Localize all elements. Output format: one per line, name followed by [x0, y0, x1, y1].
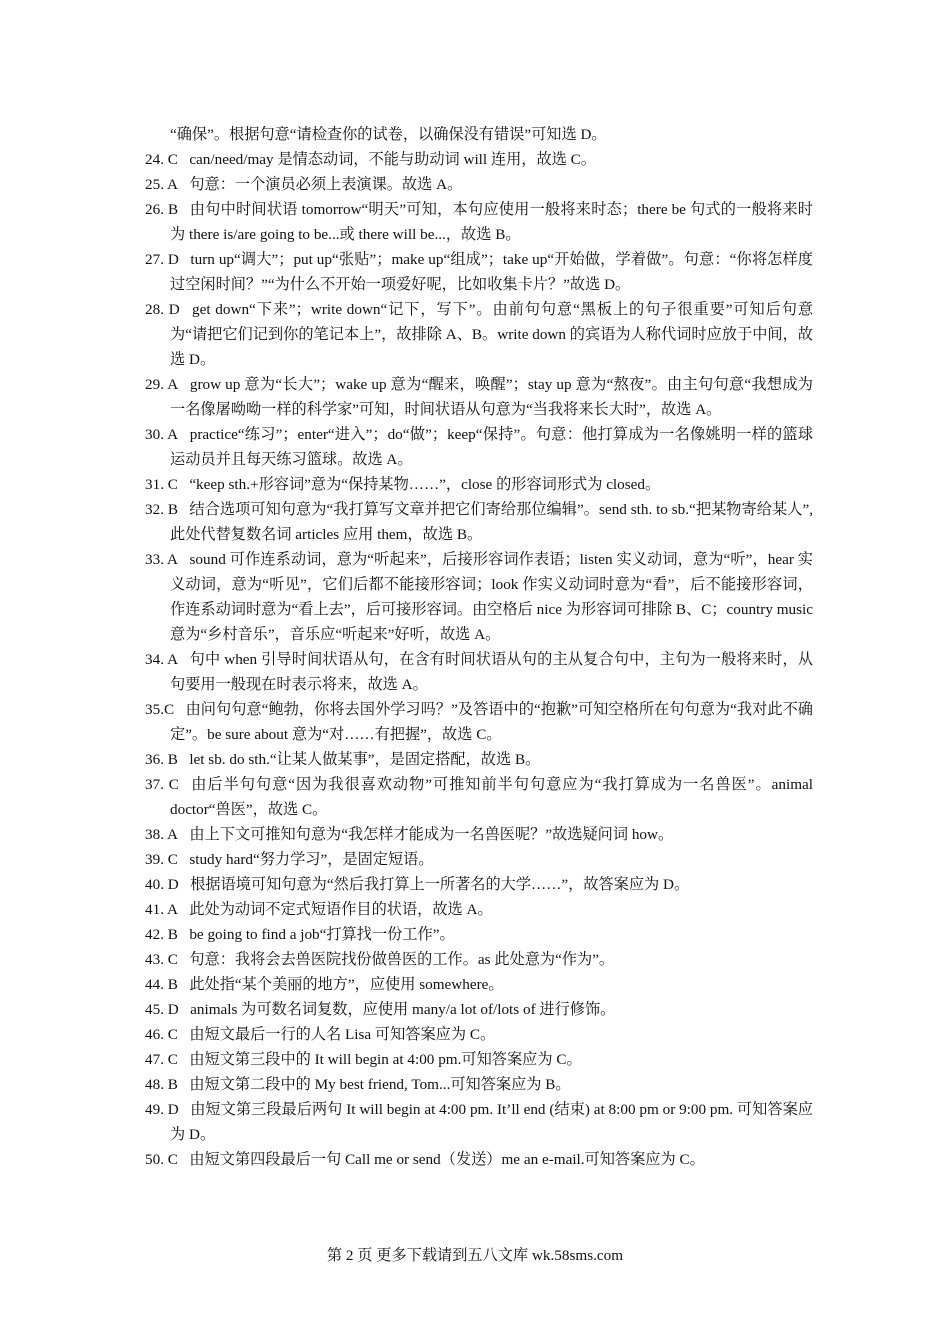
answer-item [145, 372, 813, 422]
page-footer: 第 2 页 更多下载请到五八文库 wk.58sms.com [326, 1247, 624, 1264]
answer-explanations [145, 122, 813, 1172]
answer-item [145, 247, 813, 297]
answer-explanation: animals 为可数名词复数，应使用 many/a lot of/lots of 进行修饰。 [190, 1001, 616, 1018]
answer-item [145, 847, 813, 872]
answer-explanation: grow up 意为“长大”；wake up 意为“醒来，唤醒”；stay up 意为“熬夜”。由主句句意“我想成为一名像屠呦呦一样的科学家”可知，时间状语从句意为“当我将来长大时”，故选 A。 [170, 376, 813, 418]
answer-number: 31. C [145, 476, 178, 493]
answer-item [145, 1022, 813, 1047]
answer-item [145, 872, 813, 897]
answer-number: 40. D [145, 876, 179, 893]
answer-item [145, 647, 813, 697]
answer-number: 37. C [145, 776, 179, 793]
answer-number: 33. A [145, 551, 179, 568]
answer-explanation: 句意：我将会去兽医院找份做兽医的工作。as 此处意为“作为”。 [189, 951, 615, 968]
answer-item [145, 422, 813, 472]
answer-explanation: “keep sth.+形容词”意为“保持某物……”，close 的形容词形式为 closed。 [189, 476, 661, 493]
answer-number: 34. A [145, 651, 179, 668]
answer-item [145, 997, 813, 1022]
answer-explanation: 由短文最后一行的人名 Lisa 可知答案应为 C。 [189, 1026, 496, 1043]
answer-explanation: 由上下文可推知句意为“我怎样才能成为一名兽医呢？”故选疑问词 how。 [189, 826, 674, 843]
answer-number: 35.C [145, 701, 175, 718]
answer-explanation: practice“练习”；enter“进入”；do“做”；keep“保持”。句意：他打算成为一名像姚明一样的篮球运动员并且每天练习篮球。故选 A。 [170, 426, 814, 468]
answer-explanation: 由短文第四段最后一句 Call me or send（发送）me an e-mail.可知答案应为 C。 [189, 1151, 705, 1168]
answer-item [145, 297, 813, 372]
answer-number: 25. A [145, 176, 178, 193]
answer-number: 36. B [145, 751, 178, 768]
answer-item [145, 472, 813, 497]
answer-number: 43. C [145, 951, 178, 968]
answer-number: 29. A [145, 376, 179, 393]
answer-item [145, 172, 813, 197]
answer-number: 30. A [145, 426, 179, 443]
answer-explanation: let sb. do sth.“让某人做某事”，是固定搭配，故选 B。 [189, 751, 541, 768]
intro-line: “确保”。根据句意“请检查你的试卷，以确保没有错误”可知选 D。 [170, 126, 607, 143]
answer-item [145, 497, 813, 547]
answer-explanation: sound 可作连系动词，意为“听起来”，后接形容词作表语；listen 实义动词，意为“听”，hear 实义动词，意为“听见”，它们后都不能接形容词；look 作实义动词时意为“看”，后不能接形容词，作连系动词时意为“看上去”，后可接形容词。由空格后 nice 为形容词可排除 B、C；country music 意为“乡村音乐”，音乐应“听起来”好听，故选 A。 [170, 551, 813, 643]
answer-explanation: be going to find a job“打算找一份工作”。 [189, 926, 455, 943]
answer-explanation: 由短文第三段中的 It will begin at 4:00 pm.可知答案应为 C。 [189, 1051, 582, 1068]
answer-item [145, 772, 813, 822]
answer-list [145, 147, 813, 1172]
answer-explanation: 根据语境可知句意为“然后我打算上一所著名的大学……”，故答案应为 D。 [190, 876, 690, 893]
answer-explanation: 此处为动词不定式短语作目的状语，故选 A。 [189, 901, 493, 918]
answer-explanation: 由短文第二段中的 My best friend, Tom...可知答案应为 B。 [189, 1076, 571, 1093]
answer-number: 32. B [145, 501, 178, 518]
answer-explanation: 结合选项可知句意为“我打算写文章并把它们寄给那位编辑”。send sth. to sb.“把某物寄给某人”, 此处代替复数名词 articles 应用 them，故选 B。 [170, 501, 814, 543]
answer-number: 45. D [145, 1001, 179, 1018]
answer-explanation: can/need/may 是情态动词，不能与助动词 will 连用，故选 C。 [189, 151, 596, 168]
answer-item [145, 197, 813, 247]
answer-item [145, 1072, 813, 1097]
answer-item [145, 947, 813, 972]
answer-item [145, 697, 813, 747]
answer-number: 38. A [145, 826, 178, 843]
answer-item [145, 547, 813, 647]
answer-item [145, 147, 813, 172]
answer-number: 26. B [145, 201, 179, 218]
answer-item [145, 747, 813, 772]
answer-number: 42. B [145, 926, 178, 943]
answer-item [145, 1147, 813, 1172]
answer-item [145, 1097, 813, 1147]
answer-explanation: turn up“调大”；put up“张贴”；make up“组成”；take up“开始做，学着做”。句意：“你将怎样度过空闲时间？”“为什么不开始一项爱好呢，比如收集卡片？”故选 D。 [170, 251, 813, 293]
answer-number: 41. A [145, 901, 178, 918]
answer-item [145, 822, 813, 847]
answer-explanation: 由问句句意“鲍勃，你将去国外学习吗？”及答语中的“抱歉”可知空格所在句句意为“我对此不确定”。be sure about 意为“对……有把握”，故选 C。 [170, 701, 813, 743]
answer-explanation: 句意：一个演员必须上表演课。故选 A。 [189, 176, 463, 193]
answer-item [145, 922, 813, 947]
answer-explanation: 由后半句句意“因为我很喜欢动物”可推知前半句句意应为“我打算成为一名兽医”。animal doctor“兽医”，故选 C。 [170, 776, 813, 818]
answer-number: 46. C [145, 1026, 178, 1043]
answer-number: 50. C [145, 1151, 178, 1168]
answer-explanation: 由短文第三段最后两句 It will begin at 4:00 pm. It’ll end (结束) at 8:00 pm or 9:00 pm. 可知答案应为 D。 [170, 1101, 813, 1143]
answer-number: 39. C [145, 851, 178, 868]
answer-item [145, 1047, 813, 1072]
answer-item [145, 897, 813, 922]
answer-number: 48. B [145, 1076, 178, 1093]
answer-number: 24. C [145, 151, 178, 168]
answer-number: 49. D [145, 1101, 179, 1118]
answer-explanation: study hard“努力学习”，是固定短语。 [189, 851, 434, 868]
answer-explanation: 此处指“某个美丽的地方”，应使用 somewhere。 [189, 976, 504, 993]
answer-number: 44. B [145, 976, 178, 993]
answer-number: 47. C [145, 1051, 178, 1068]
answer-number: 27. D [145, 251, 179, 268]
answer-item [145, 972, 813, 997]
answer-explanation: 句中 when 引导时间状语从句，在含有时间状语从句的主从复合句中，主句为一般将来时，从句要用一般现在时表示将来，故选 A。 [170, 651, 813, 693]
answer-explanation: get down“下来”；write down“记下，写下”。由前句句意“黑板上的句子很重要”可知后句意为“请把它们记到你的笔记本上”，故排除 A、B。write down 的宾语为人称代词时应放于中间，故选 D。 [170, 301, 814, 368]
answer-number: 28. D [145, 301, 180, 318]
answer-explanation: 由句中时间状语 tomorrow“明天”可知，本句应使用一般将来时态；there be 句式的一般将来时为 there is/are going to be...或 there will be...，故选 B。 [170, 201, 813, 243]
